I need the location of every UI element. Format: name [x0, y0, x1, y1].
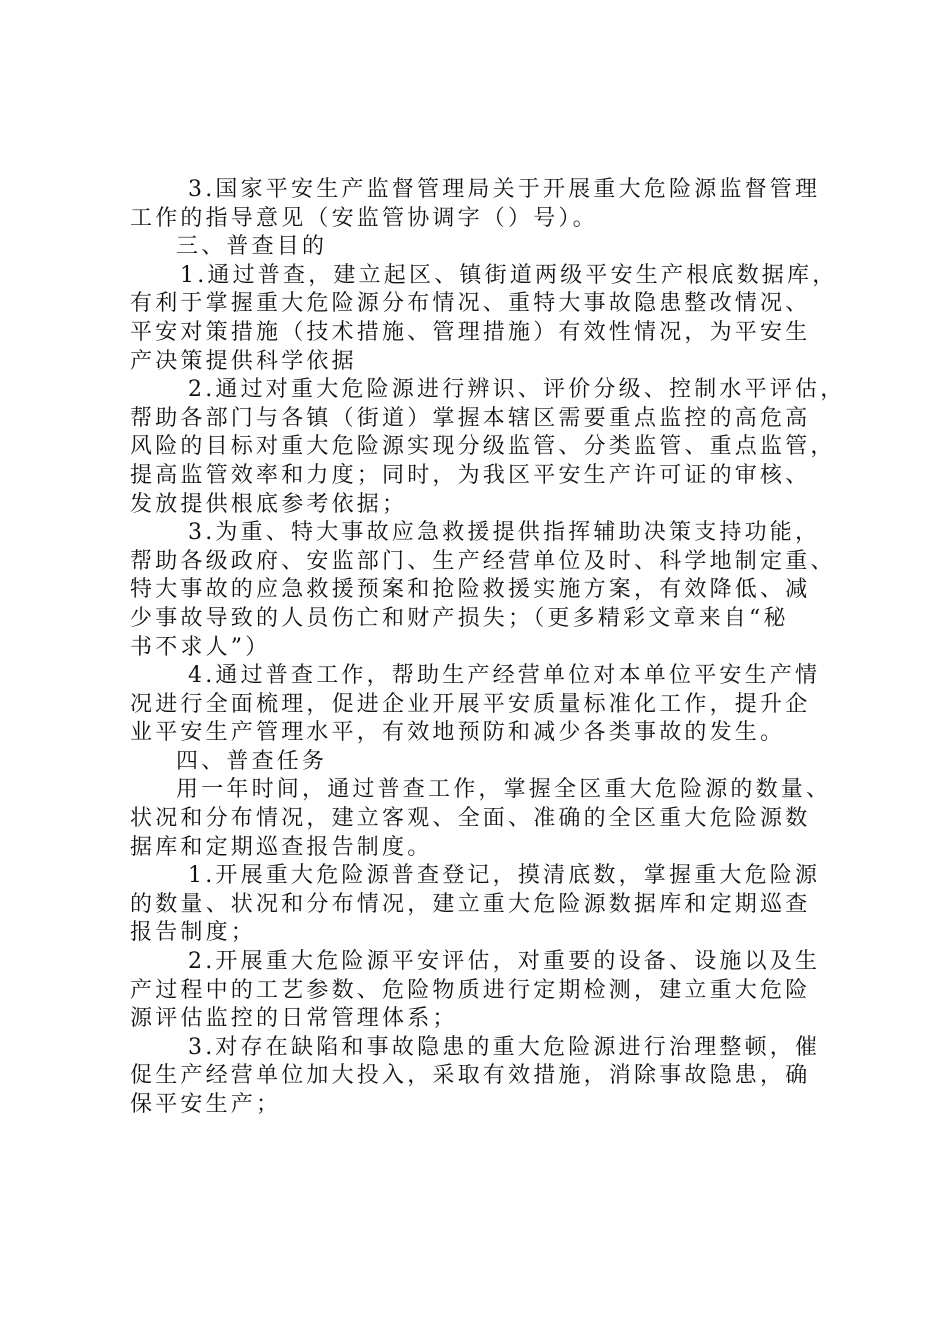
- text-line: 产过程中的工艺参数、危险物质进行定期检测，建立重大危险: [130, 977, 811, 1003]
- text-line: 工作的指导意见（安监管协调字（）号）。: [130, 205, 598, 231]
- text-line: 特大事故的应急救援预案和抢险救援实施方案，有效降低、减: [130, 577, 811, 603]
- text-line: 3.国家平安生产监督管理局关于开展重大危险源监督管理: [188, 177, 821, 202]
- section-heading: 四、普查任务: [176, 748, 328, 774]
- text-line: 4.通过普查工作，帮助生产经营单位对本单位平安生产情: [188, 663, 821, 689]
- text-line: 风险的目标对重大危险源实现分级监管、分类监管、重点监管，: [130, 434, 836, 460]
- text-line: 1.开展重大危险源普查登记，摸清底数，掌握重大危险源: [188, 863, 821, 889]
- text-line: 保平安生产；: [130, 1092, 282, 1117]
- section-heading: 三、普查目的: [176, 234, 328, 260]
- document-page: [130, 176, 846, 1120]
- text-line: 少事故导致的人员伤亡和财产损失；（更多精彩文章来自“秘: [130, 605, 789, 631]
- text-line: 况进行全面梳理，促进企业开展平安质量标准化工作，提升企: [130, 691, 811, 717]
- text-line: 3.为重、特大事故应急救援提供指挥辅助决策支持功能，: [188, 520, 821, 546]
- text-line: 发放提供根底参考依据；: [130, 491, 408, 517]
- text-line: 1.通过普查，建立起区、镇街道两级平安生产根底数据库，: [180, 262, 838, 288]
- text-line: 的数量、状况和分布情况，建立重大危险源数据库和定期巡查: [130, 891, 811, 917]
- text-line: 书不求人”）: [130, 634, 271, 660]
- text-line: 产决策提供科学依据: [130, 348, 357, 374]
- text-line: 帮助各级政府、安监部门、生产经营单位及时、科学地制定重、: [130, 548, 836, 574]
- text-line: 帮助各部门与各镇（街道）掌握本辖区需要重点监控的高危高: [130, 405, 811, 431]
- text-line: 业平安生产管理水平，有效地预防和减少各类事故的发生。: [130, 720, 786, 746]
- text-line: 平安对策措施（技术措施、管理措施）有效性情况，为平安生: [130, 319, 811, 345]
- text-line: 报告制度；: [130, 920, 257, 946]
- text-line: 源评估监控的日常管理体系；: [130, 1006, 458, 1032]
- text-line: 有利于掌握重大危险源分布情况、重特大事故隐患整改情况、: [130, 291, 811, 317]
- text-line: 据库和定期巡查报告制度。: [130, 834, 433, 860]
- text-line: 2.通过对重大危险源进行辨识、评价分级、控制水平评估，: [188, 377, 846, 403]
- text-line: 提高监管效率和力度；同时，为我区平安生产许可证的审核、: [130, 462, 811, 488]
- text-line: 用一年时间，通过普查工作，掌握全区重大危险源的数量、: [176, 777, 832, 803]
- text-line: 状况和分布情况，建立客观、全面、准确的全区重大危险源数: [130, 806, 811, 832]
- text-line: 促生产经营单位加大投入，采取有效措施，消除事故隐患，确: [130, 1063, 811, 1089]
- text-line: 2.开展重大危险源平安评估，对重要的设备、设施以及生: [188, 949, 821, 975]
- text-line: 3.对存在缺陷和事故隐患的重大危险源进行治理整顿，催: [188, 1034, 821, 1060]
